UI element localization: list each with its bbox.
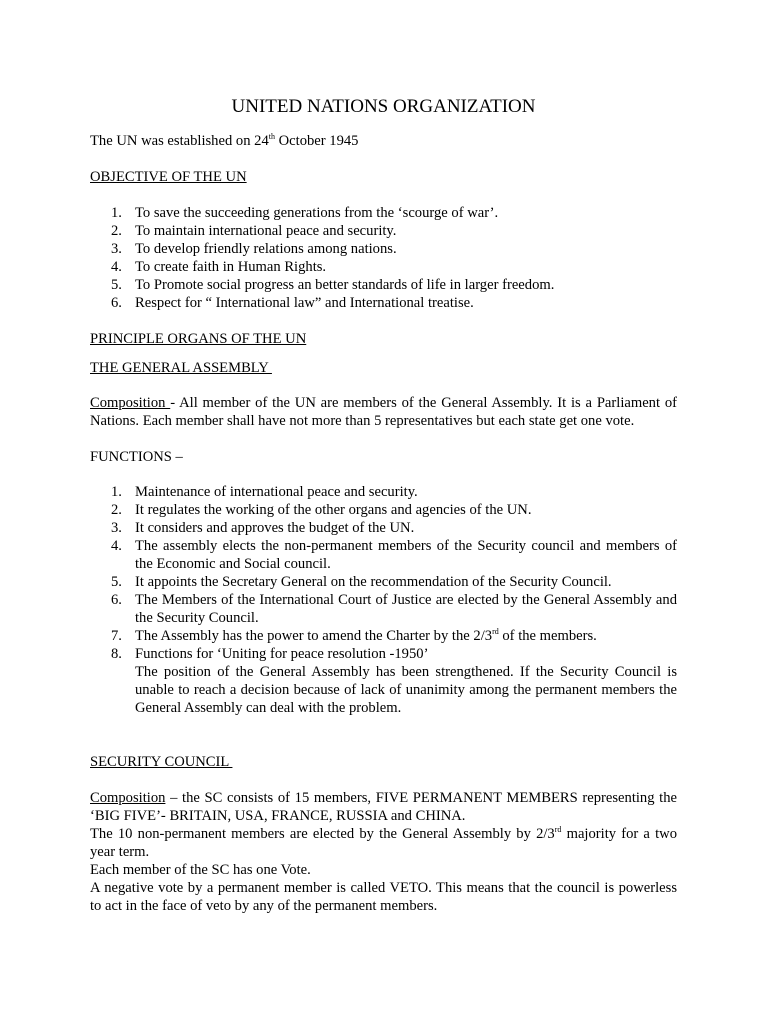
list-item: 7. The Assembly has the power to amend the Charter by the 2/3rd of the members. <box>111 627 597 644</box>
principle-organs-heading: PRINCIPLE ORGANS OF THE UN <box>90 331 307 347</box>
list-item: 5. To Promote social progress an better standards of life in larger freedom. <box>111 277 555 293</box>
functions-heading: FUNCTIONS – <box>90 449 183 465</box>
sc-composition: Composition – the SC consists of 15 members, FIVE PERMANENT MEMBERS representing the ‘BIG FIVE’- BRITAIN, USA, FRANCE, RUSSIA and CHINA. <box>90 790 677 824</box>
functions-list <box>90 483 677 717</box>
sc-veto: A negative vote by a permanent member is called VETO. This means that the council is powerless to act in the face of veto by any of the permanent members. <box>90 880 677 914</box>
sc-vote: Each member of the SC has one Vote. <box>90 862 311 878</box>
list-item: 4. To create faith in Human Rights. <box>111 259 327 275</box>
list-item: 3. To develop friendly relations among nations. <box>111 241 397 257</box>
objective-heading: OBJECTIVE OF THE UN <box>90 169 247 185</box>
list-item: 8. Functions for ‘Uniting for peace resolution -1950’ The position of the General Assembly has been strengthened. If the Security Council is unable to reach a decision because of lack of unanimity among the permanent members the General Assembly can deal with the problem. <box>111 646 677 716</box>
list-item: 6. The Members of the International Court of Justice are elected by the General Assembly and the Security Council. <box>111 592 677 626</box>
ga-composition: Composition - All member of the UN are members of the General Assembly. It is a Parliament of Nations. Each member shall have not more than 5 representatives but each state get one vote. <box>90 395 677 429</box>
list-item: 3. It considers and approves the budget of the UN. <box>111 520 415 536</box>
list-item: 2. To maintain international peace and security. <box>111 223 397 239</box>
list-item: 1. To save the succeeding generations from the ‘scourge of war’. <box>111 205 499 221</box>
established-line: The UN was established on 24th October 1945 <box>90 132 359 149</box>
general-assembly-heading: THE GENERAL ASSEMBLY <box>90 360 272 376</box>
list-item: 2. It regulates the working of the other organs and agencies of the UN. <box>111 502 532 518</box>
document-page <box>90 96 677 915</box>
list-item: 1. Maintenance of international peace and security. <box>111 484 418 500</box>
list-item: 4. The assembly elects the non-permanent members of the Security council and members of the Economic and Social council. <box>111 538 677 572</box>
list-item: 6. Respect for “ International law” and International treatise. <box>111 295 474 311</box>
security-council-heading: SECURITY COUNCIL <box>90 754 233 770</box>
list-item: 5. It appoints the Secretary General on the recommendation of the Security Council. <box>111 574 612 590</box>
objective-list <box>90 204 677 312</box>
page-title: UNITED NATIONS ORGANIZATION <box>231 96 536 117</box>
sc-nonpermanent: The 10 non-permanent members are elected by the General Assembly by 2/3rd majority for a two year term. <box>90 825 677 860</box>
